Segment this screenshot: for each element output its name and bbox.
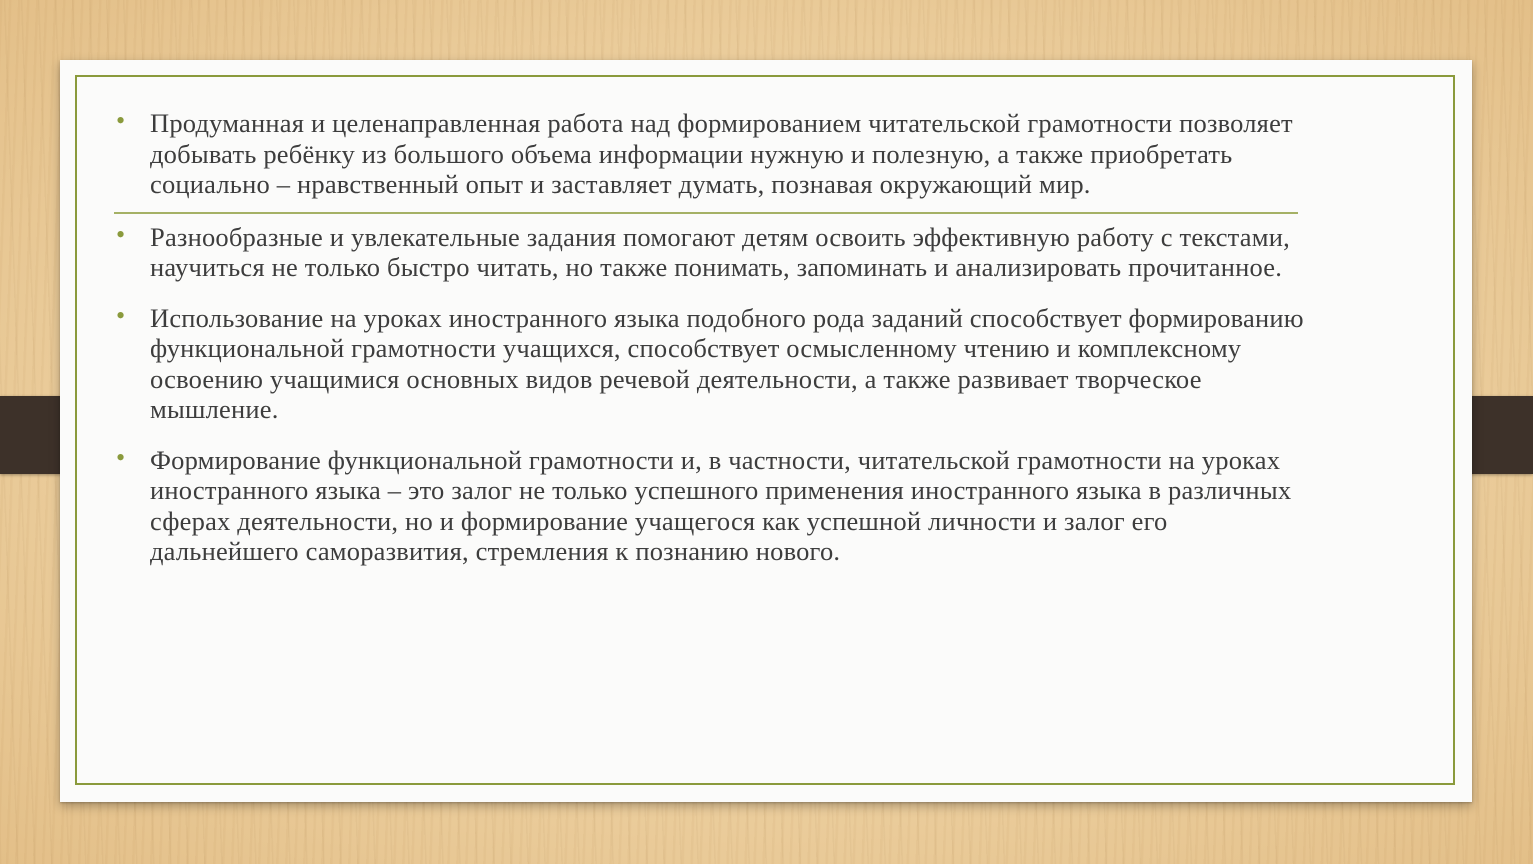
bullet-text: Использование на уроках иностранного языка подобного рода заданий способствует формированию функциональной грамотности учащихся, способствует осмысленному чтению и комплексному освоению учащимися основных видов речевой деятельности, а также развивает творческое мышление. (150, 302, 1304, 424)
bullet-text: Продуманная и целенаправленная работа над формированием читательской грамотности позволяет добывать ребёнку из большого объема информации нужную и полезную, а также приобретать социально – нравственный опыт и заставляет думать, познавая окружающий мир. (150, 108, 1293, 199)
bullet-list (114, 108, 1304, 567)
bullet-text: Разнообразные и увлекательные задания помогают детям освоить эффективную работу с текстами, научиться не только быстро читать, но также понимать, запоминать и анализировать прочитанное. (150, 221, 1290, 282)
bullet-dot-icon: • (116, 219, 126, 249)
bullet-dot-icon: • (116, 300, 126, 330)
bullet-item (114, 108, 1304, 200)
divider-line (114, 212, 1298, 214)
bullet-dot-icon: • (116, 442, 126, 472)
bullet-item (114, 300, 1304, 425)
bullet-dot-icon: • (116, 106, 126, 135)
bullet-text: Формирование функциональной грамотности и, в частности, читательской грамотности на уроках иностранного языка – это залог не только успешного применения иностранного языка в различных сферах деятельности, но и формирование учащегося как успешной личности и залог его дальнейшего саморазвития, стремления к познанию нового. (150, 444, 1292, 566)
bullet-item (114, 219, 1304, 283)
bullet-item (114, 442, 1304, 567)
